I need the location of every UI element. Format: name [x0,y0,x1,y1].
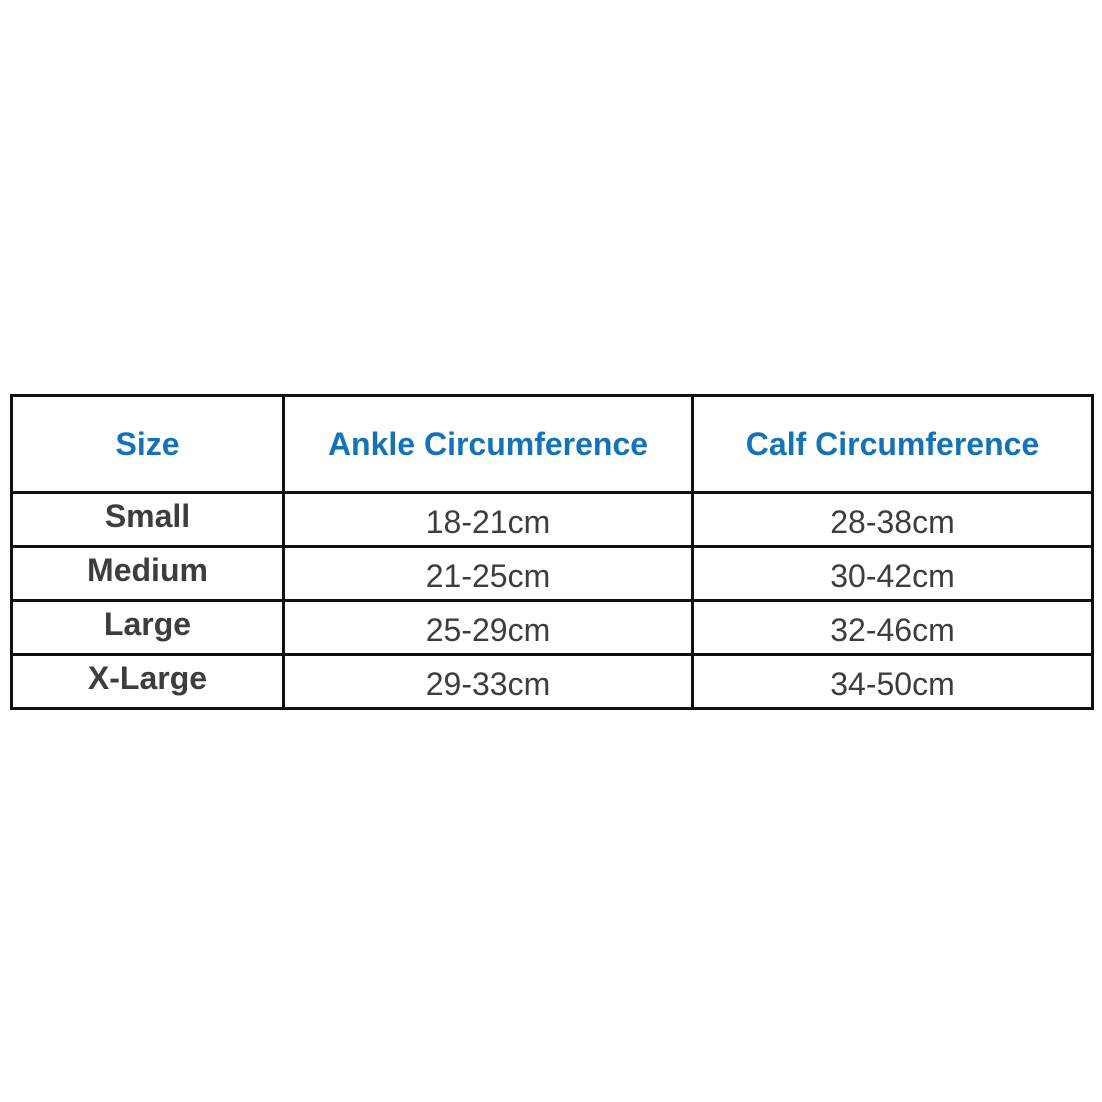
size-chart-table [10,394,1094,710]
ankle-circumference-value: 29-33cm [284,655,693,709]
calf-circumference-column-header: Calf Circumference [693,396,1093,493]
size-label: Large [12,601,284,655]
ankle-circumference-value: 21-25cm [284,547,693,601]
table-row [12,655,1093,709]
size-chart-body [12,493,1093,709]
calf-circumference-value: 30-42cm [693,547,1093,601]
ankle-circumference-column-header: Ankle Circumference [284,396,693,493]
table-row [12,547,1093,601]
table-row [12,601,1093,655]
size-label: Small [12,493,284,547]
size-label: X-Large [12,655,284,709]
ankle-circumference-value: 18-21cm [284,493,693,547]
header-row [12,396,1093,493]
size-chart-header [12,396,1093,493]
size-column-header: Size [12,396,284,493]
table-row [12,493,1093,547]
ankle-circumference-value: 25-29cm [284,601,693,655]
calf-circumference-value: 34-50cm [693,655,1093,709]
calf-circumference-value: 28-38cm [693,493,1093,547]
calf-circumference-value: 32-46cm [693,601,1093,655]
size-label: Medium [12,547,284,601]
